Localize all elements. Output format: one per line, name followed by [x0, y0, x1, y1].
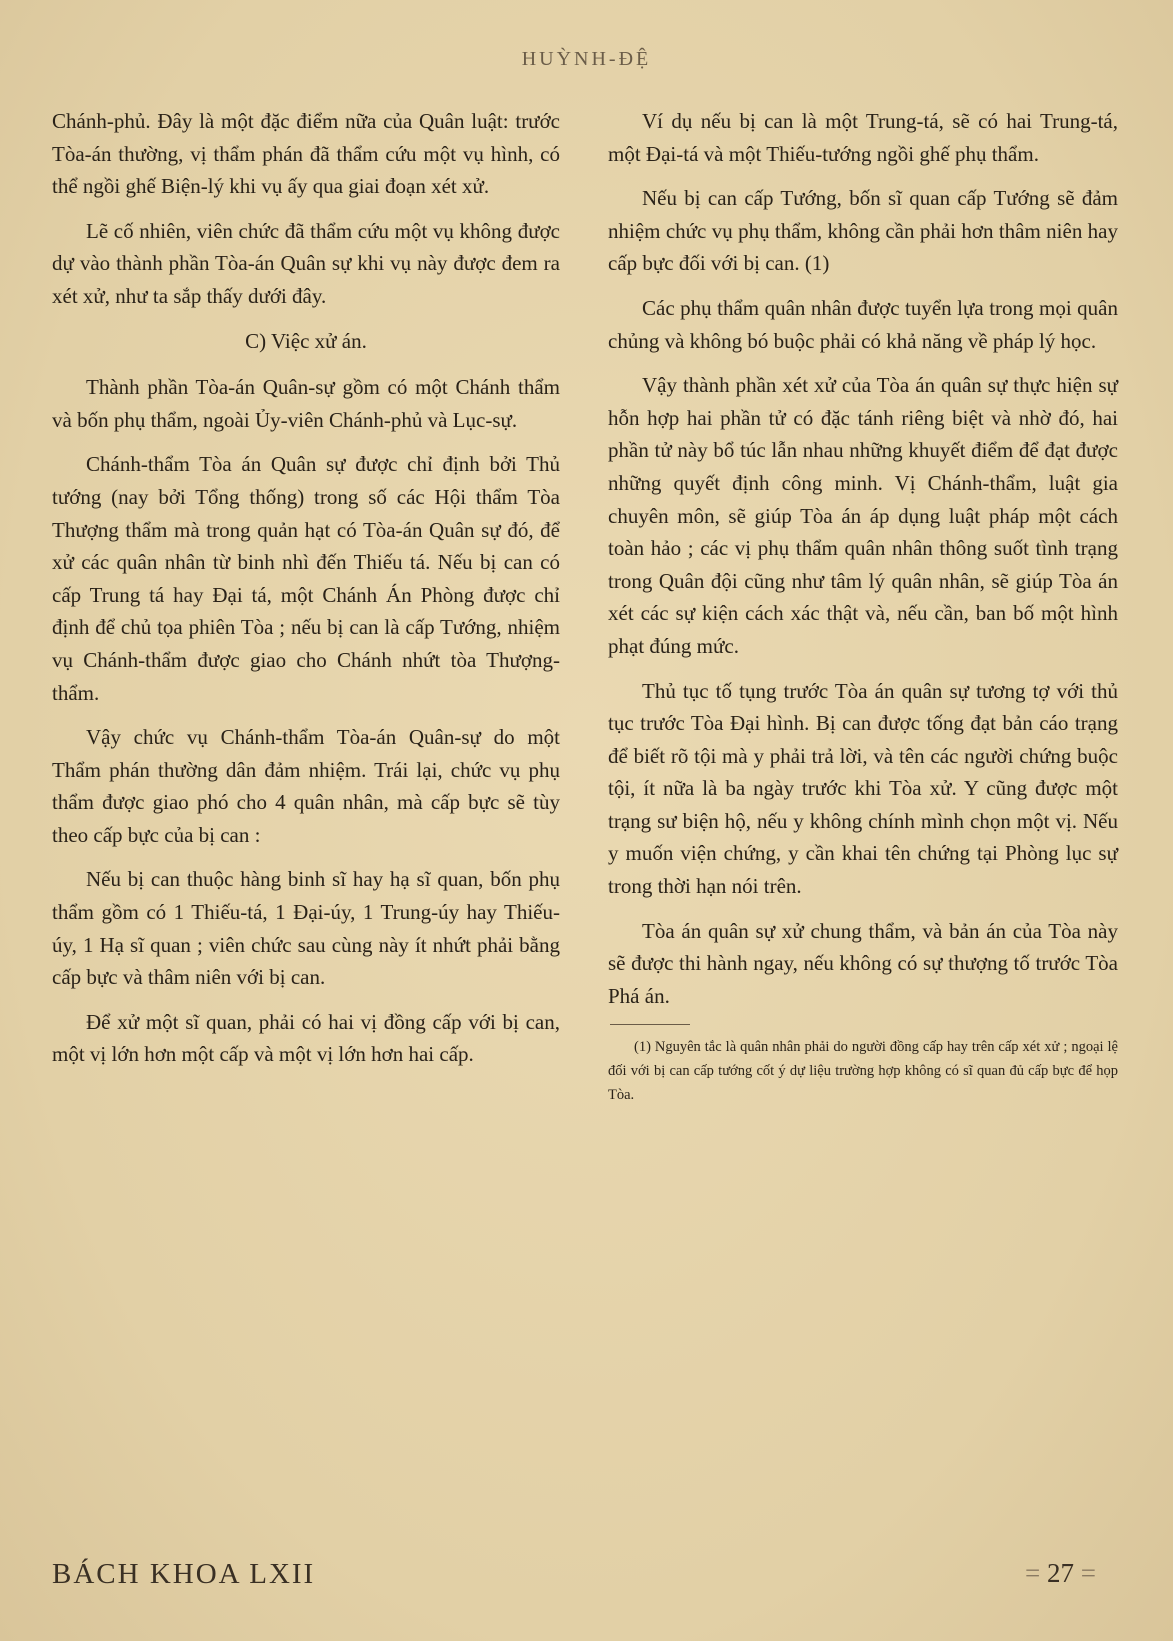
magazine-title: BÁCH KHOA LXII	[52, 1558, 316, 1590]
paragraph: Các phụ thẩm quân nhân được tuyển lựa trong mọi quân chủng và không bó buộc phải có khả năng về pháp lý học.	[608, 295, 1118, 353]
paragraph: Thủ tục tố tụng trước Tòa án quân sự tương tợ với thủ tục trước Tòa Đại hình. Bị can được tống đạt bản cáo trạng để biết rõ tội mà y phải trả lời, và tên các người chứng buộc tội, ít nữa là ba ngày trước khi Tòa xử. Y cũng được một trạng sư biện hộ, nếu y không chính mình chọn một vị. Nếu y muốn viện chứng, y cần khai tên chứng tại Phòng lục sự trong thời hạn nói trên.	[608, 678, 1118, 899]
page-footer	[52, 1558, 1118, 1598]
running-head: HUỲNH-ĐỆ	[521, 48, 652, 70]
paragraph: Ví dụ nếu bị can là một Trung-tá, sẽ có hai Trung-tá, một Đại-tá và một Thiếu-tướng ngồi ghế phụ thẩm.	[608, 109, 1118, 166]
page-number: 27	[1047, 1558, 1075, 1588]
paragraph: Nếu bị can thuộc hàng binh sĩ hay hạ sĩ quan, bốn phụ thẩm gồm có 1 Thiếu-tá, 1 Đại-úy, 1 Trung-úy hay Thiếu-úy, 1 Hạ sĩ quan ; viên chức sau cùng này ít nhứt phải bằng cấp bực và thâm niên với bị can.	[52, 867, 560, 990]
paragraph: Tòa án quân sự xử chung thẩm, và bản án của Tòa này sẽ được thi hành ngay, nếu không có sự thượng tố trước Tòa Phá án.	[608, 918, 1118, 1008]
paragraph: Vậy chức vụ Chánh-thẩm Tòa-án Quân-sự do một Thẩm phán thường dân đảm nhiệm. Trái lại, chức vụ phụ thẩm được giao phó cho 4 quân nhân, mà cấp bực sẽ tùy theo cấp bực của bị can :	[52, 725, 560, 847]
paragraph: Chánh-phủ. Đây là một đặc điểm nữa của Quân luật: trước Tòa-án thường, vị thẩm phán đã thẩm cứu một vụ hình, có thể ngồi ghế Biện-lý khi vụ ấy qua giai đoạn xét xử.	[52, 109, 560, 199]
page-number-block	[1025, 1558, 1096, 1589]
paragraph: Chánh-thẩm Tòa án Quân sự được chỉ định bởi Thủ tướng (nay bởi Tổng thống) trong số các Hội thẩm Tòa Thượng thẩm mà trong quản hạt có Tòa-án Quân sự đó, để xử các quân nhân từ binh nhì đến Thiếu tá. Nếu bị can có cấp Trung tá hay Đại tá, một Chánh Án Phòng được chỉ định để chủ tọa phiên Tòa ; nếu bị can là cấp Tướng, nhiệm vụ Chánh-thẩm được giao cho Chánh nhứt tòa Thượng-thẩm.	[52, 452, 560, 705]
paragraph: Vậy thành phần xét xử của Tòa án quân sự thực hiện sự hỗn hợp hai phần tử có đặc tánh riêng biệt và nhờ đó, hai phần tử này bổ túc lẫn nhau những khuyết điểm để đạt được những quyết định công minh. Vị Chánh-thẩm, luật gia chuyên môn, sẽ giúp Tòa án áp dụng luật pháp một cách toàn hảo ; các vị phụ thẩm quân nhân thông suốt tình trạng trong Quân đội cũng như tâm lý quân nhân, sẽ giúp Tòa án xét các sự kiện cách xác thật và, nếu cần, ban bố một hình phạt đúng mức.	[608, 373, 1118, 658]
dash-decoration-icon: =	[1025, 1558, 1048, 1588]
paragraph: Lẽ cố nhiên, viên chức đã thẩm cứu một vụ không được dự vào thành phần Tòa-án Quân sự khi vụ này được đem ra xét xử, như ta sắp thấy dưới đây.	[52, 218, 560, 308]
paragraph: Thành phần Tòa-án Quân-sự gồm có một Chánh thẩm và bốn phụ thẩm, ngoài Ủy-viên Chánh-phủ và Lục-sự.	[52, 375, 560, 432]
paragraph: Nếu bị can cấp Tướng, bốn sĩ quan cấp Tướng sẽ đảm nhiệm chức vụ phụ thẩm, không cần phải hơn thâm niên hay cấp bực đối với bị can. (1)	[608, 186, 1118, 276]
dash-decoration-icon: =	[1074, 1558, 1096, 1588]
footnote: (1) Nguyên tắc là quân nhân phải do người đồng cấp hay trên cấp xét xử ; ngoại lệ đối với bị can cấp tướng cốt ý dự liệu trường hợp không có sĩ quan đủ cấp bực để họp Tòa.	[608, 1039, 1118, 1104]
left-column	[52, 105, 560, 1083]
footnote-divider	[610, 1024, 690, 1025]
section-heading: C) Việc xử án.	[245, 328, 367, 353]
right-column	[608, 105, 1118, 1107]
paragraph: Để xử một sĩ quan, phải có hai vị đồng cấp với bị can, một vị lớn hơn một cấp và một vị lớn hơn hai cấp.	[52, 1009, 560, 1067]
